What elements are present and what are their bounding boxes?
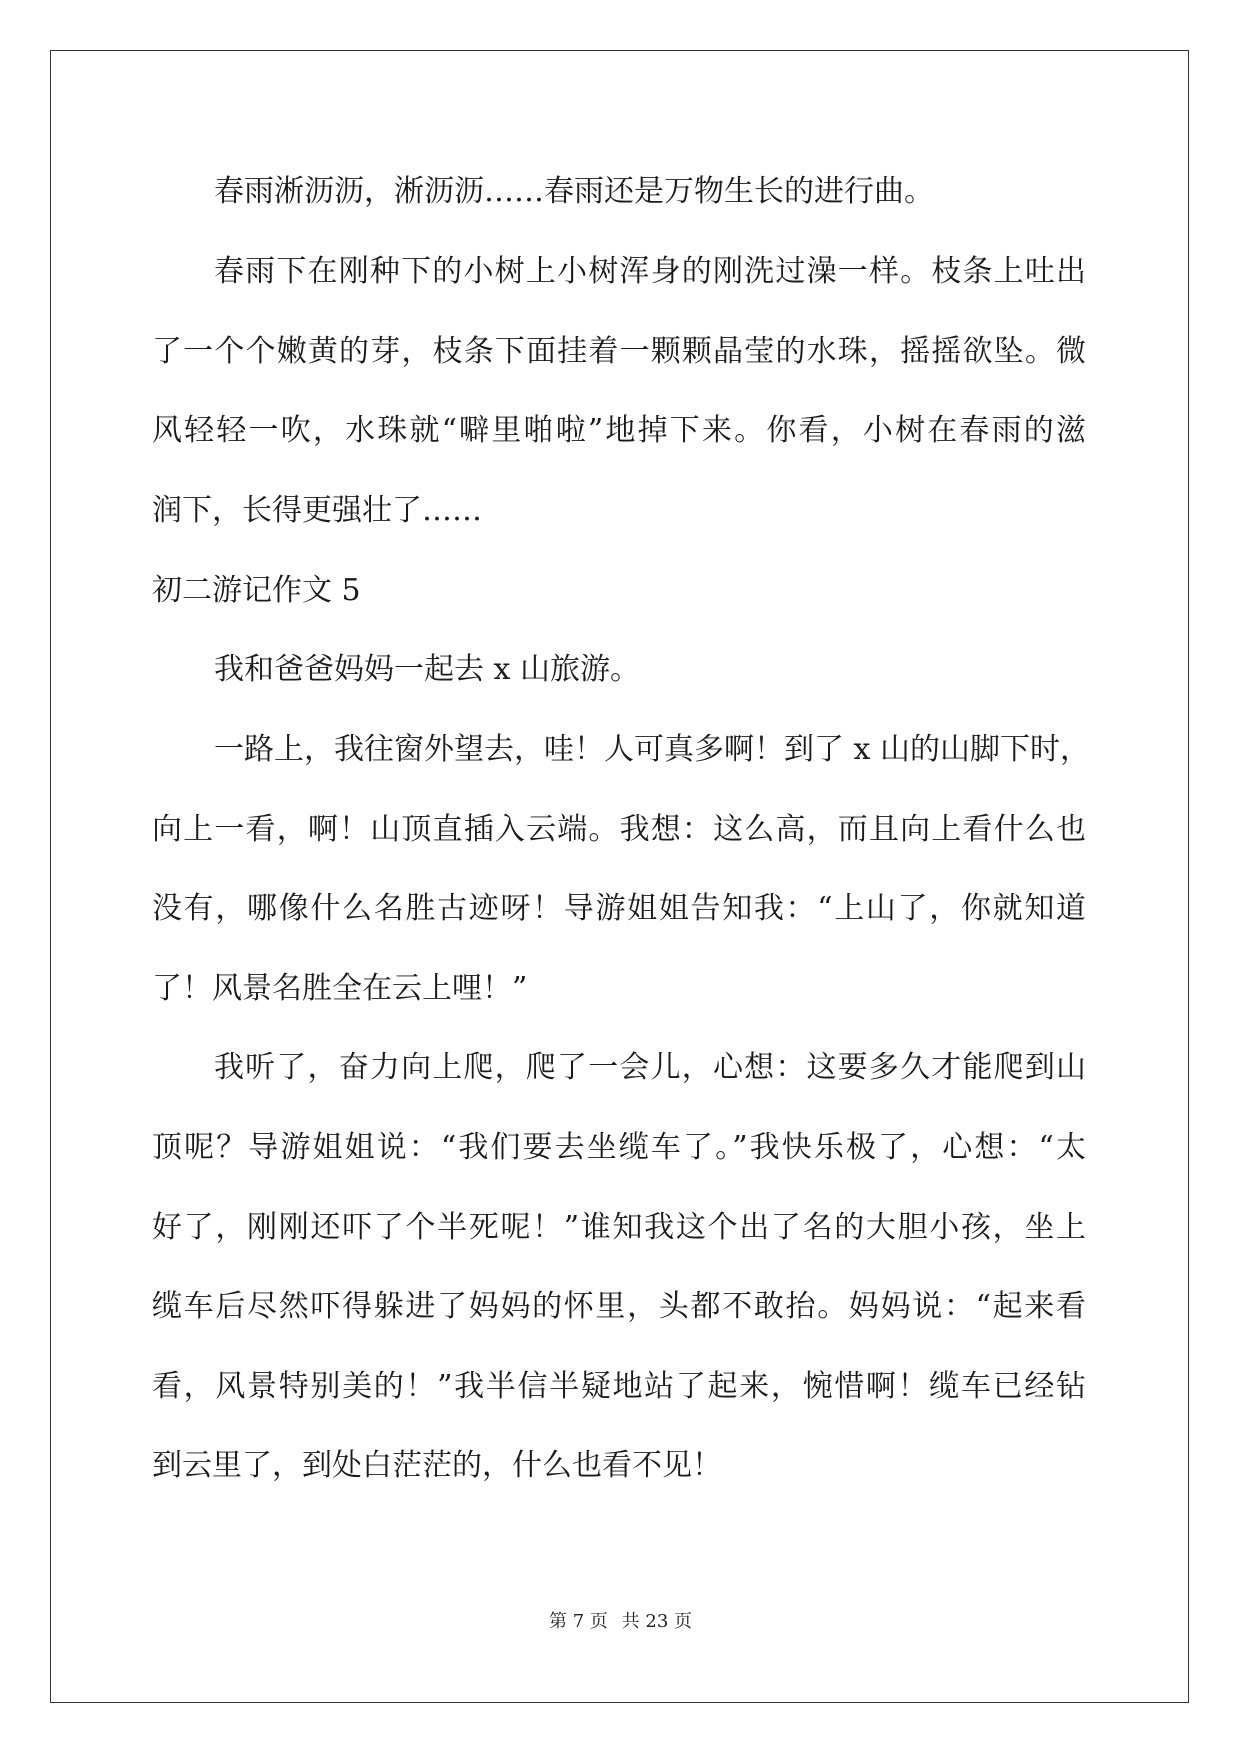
paragraph-line: 了！风景名胜全在云上哩！” [152,971,528,1006]
paragraph-line: 好了，刚刚还吓了个半死呢！”谁知我这个出了名的大胆小孩，坐上 [152,1210,1086,1245]
paragraph-line: 缆车后尽然吓得躲进了妈妈的怀里，头都不敢抬。妈妈说：“起来看 [152,1289,1086,1324]
section-heading: 初二游记作文 5 [152,573,361,608]
page-footer [0,1610,1241,1634]
paragraph-line: 没有，哪像什么名胜古迹呀！导游姐姐告知我：“上山了，你就知道 [152,891,1086,926]
paragraph-line: 到云里了，到处白茫茫的，什么也看不见！ [152,1448,722,1483]
paragraph-line: 我和爸爸妈妈一起去 x 山旅游。 [214,652,640,687]
page-number: 第 7 页 [549,1611,608,1632]
paragraph-line: 润下，长得更强壮了…… [152,493,482,528]
paragraph-line: 一路上，我往窗外望去，哇！人可真多啊！到了 x 山的山脚下时， [214,732,1090,767]
paragraph-line: 春雨下在刚种下的小树上小树浑身的刚洗过澡一样。枝条上吐出 [214,254,1086,289]
page-total: 共 23 页 [621,1611,692,1632]
paragraph-line: 了一个个嫩黄的芽，枝条下面挂着一颗颗晶莹的水珠，摇摇欲坠。微 [152,334,1086,369]
paragraph-line: 向上一看，啊！山顶直插入云端。我想：这么高，而且向上看什么也 [152,812,1086,847]
paragraph-line: 顶呢？导游姐姐说：“我们要去坐缆车了。”我快乐极了，心想：“太 [152,1130,1086,1165]
paragraph-line: 看，风景特别美的！”我半信半疑地站了起来，惋惜啊！缆车已经钻 [152,1369,1086,1404]
paragraph-line: 我听了，奋力向上爬，爬了一会儿，心想：这要多久才能爬到山 [214,1050,1086,1085]
paragraph-line: 春雨淅沥沥，淅沥沥……春雨还是万物生长的进行曲。 [214,174,934,209]
paragraph-line: 风轻轻一吹，水珠就“噼里啪啦”地掉下来。你看，小树在春雨的滋 [152,413,1086,448]
